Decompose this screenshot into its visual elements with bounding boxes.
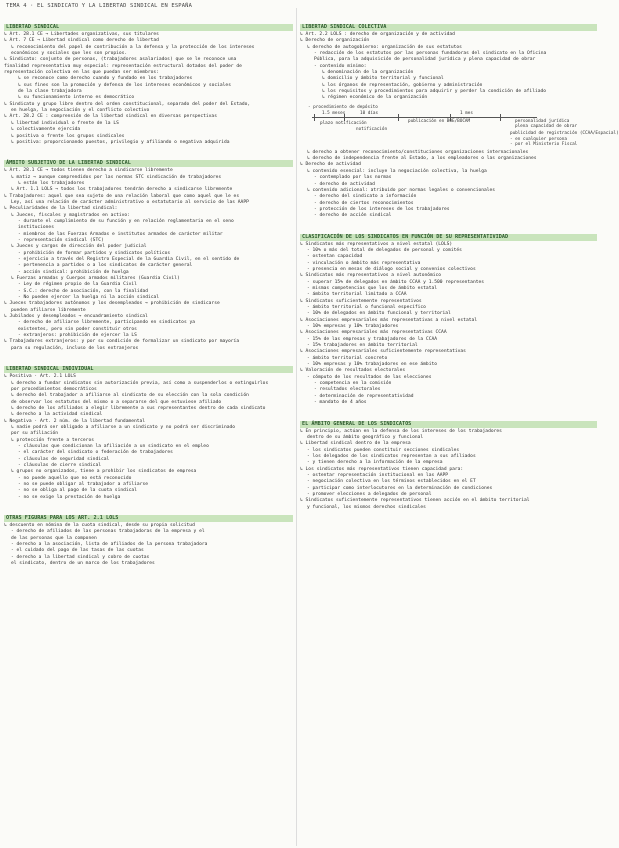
note-line: de la clase trabajadora (18, 89, 82, 95)
section-heading: EL ÁMBITO GENERAL DE LOS SINDICATOS (300, 421, 597, 428)
note-line: ↳ Asociaciones empresariales más representativas a nivel estatal (300, 317, 478, 323)
note-section (4, 13, 293, 146)
note-line: ↳ protección frente a terceros (11, 437, 94, 443)
note-line: - ostentar representación institucional en las AAPP (307, 472, 449, 478)
note-line: representación colectiva en las que puedan ser miembros: (4, 70, 159, 76)
note-line: - derecho a la libertad sindical y cobro de cuotas (11, 554, 150, 560)
note-line: - 10% de delegados en ámbito funcional y territorial (307, 311, 451, 317)
note-line: ↳ descuento en nómina de la cuota sindical, desde su propia solicitud (4, 523, 195, 529)
note-line: finalidad representativa muy especial: representación estructural dotados del poder de (4, 63, 242, 69)
note-line: - derecho de acción sindical (314, 213, 392, 219)
note-line: ↳ derecho a fundar sindicatos sin autorización previa, así como a suspenderlos o extinguirlos (11, 380, 269, 386)
note-line: - el cuidado del pago de las tasas de las cuotas (11, 548, 144, 554)
section-heading: LIBERTAD SINDICAL COLECTIVA (300, 24, 597, 31)
note-line: - derecho de ciertos reconocimientos (314, 200, 414, 206)
note-line: por su afiliación (11, 431, 59, 437)
note-line: ↳ Art. 2.2 LOLS : derecho de organización y de actividad (300, 32, 455, 37)
note-line: ↳ Asociaciones empresariales más representativas CCAA (300, 330, 447, 336)
note-line: ↳ Jueces, fiscales y magistrados en activo: (11, 212, 130, 218)
note-section (4, 504, 293, 567)
note-line: - el carácter del sindicato o federación de trabajadores (18, 450, 173, 456)
note-line: - no se puede obligar al trabajador a afiliarse (18, 482, 148, 487)
note-line: - no se obliga al pago de la cuota sindical (18, 488, 137, 494)
note-line: - derecho a la asociación, lista de afiliados de la persona trabajadora (11, 542, 208, 548)
timeline-tick (314, 114, 315, 121)
note-line: - determinación de representatividad (314, 393, 414, 399)
note-line: ↳ Trabajadores extranjeros: y por su condición de formalizar un sindicato por mayoría (4, 339, 240, 345)
note-line: ↳ régimen económico de la organización (322, 95, 428, 101)
note-line: - ámbito territorial concreto (307, 355, 388, 361)
note-line: ↳ Valoración de resultados electorales (300, 368, 406, 374)
note-line: ↳ Sindicatos suficientemente representativos tienen acción en el ámbito territorial (300, 498, 530, 504)
note-line: ↳ Derecho de organización (300, 38, 370, 44)
diagram-result: - en cualquier persona (510, 136, 567, 142)
note-line: - 10% o más del total de delegados de personal y comités (307, 247, 462, 253)
note-line: ↳ En principio, actúan en la defensa de los intereses de los trabajadores (300, 428, 502, 434)
note-line: ↳ Sindicatos más representativos a nivel autonómico (300, 273, 442, 279)
note-line: - mismas competencias que los de ámbito estatal (307, 285, 437, 291)
note-line: - ejercicio a través del Registro Especial de la Guardia Civil, en el sentido de (18, 257, 240, 262)
note-line: ↳ Derecho de actividad (300, 162, 361, 168)
note-line: - 15% trabajadores en ámbito territorial (307, 343, 418, 349)
note-line: ↳ Jueces y cargos de dirección del poder judicial (11, 244, 147, 250)
note-line: - superar 15% de delegados en ámbito CCAA y 1.500 representantes (307, 279, 485, 285)
column-divider (296, 8, 297, 846)
note-line: ↳ contenido adicional: atribuido por normas legales o convencionales (307, 187, 496, 193)
diagram-top-label: - procedimiento de depósito (308, 104, 378, 110)
note-line: en huelga, la negociación y el conflicto colectivo (11, 108, 150, 114)
note-line: ↳ Art. 7 CE → Libertad sindical como derecho de libertad (4, 38, 159, 44)
note-line: ↳ los órganos de representación, gobierno y administración (322, 82, 483, 88)
note-line: pueden afiliarse libremente (11, 307, 86, 313)
note-line: - derecho de afiliados de las personas trabajadoras de la empresa y el (11, 529, 205, 535)
deposit-timeline-diagram (300, 104, 619, 147)
note-line: ↳ matiz → aunque comprendidos por las normas STC sindicación de trabajadores (11, 174, 222, 180)
note-line: ↳ Art. 28.1 CE → Libertades organizativas, sus titulares (4, 32, 159, 37)
page-title: TEMA 4 · EL SINDICATO Y LA LIBERTAD SINDICAL EN ESPAÑA (6, 3, 193, 9)
note-line: ↳ Art. 28.1 CE → todos tienen derecho a sindicarse libremente (4, 168, 173, 174)
note-line: ↳ contenido esencial: incluye la negociación colectiva, la huelga (307, 168, 487, 174)
note-line: - durante el cumplimiento de su función y en relación reglamentaria en el seno (18, 218, 234, 224)
note-line: ↳ Sindicatos más representativos a nivel estatal (LOLS) (300, 241, 453, 247)
note-line: el sindicato, dentro de un marco de los trabajadores (11, 561, 155, 567)
note-line: ↳ Negativa · Art. 2 núm. de la libertad fundamental (4, 418, 146, 424)
note-line: ↳ grupos no organizados, tiene a prohibir los sindicatos de empresa (11, 469, 197, 475)
note-line: ↳ derecho a la actividad sindical (11, 412, 103, 418)
diagram-result: publicidad de registración (CCAA/Espacial) (510, 130, 619, 136)
note-line: - Ley de régimen propio de la Guardia Civil (18, 282, 137, 288)
note-line: - y tienen derecho a la información de la empresa (307, 460, 443, 466)
note-line: ↳ Art. 28.2 CE : comprensión de la libertad sindical en diversas perspectivas (4, 114, 217, 120)
note-line: - derecho del sindicato a información (314, 194, 417, 200)
note-line: - acción sindical: prohibición de huelga (18, 269, 129, 275)
note-line: de observar los estatutos del mismo o a separarse del que estuviese afiliado (11, 399, 222, 405)
timeline-label: 1 mes (460, 110, 473, 116)
note-line: ↳ Positiva · Art. 2.1 LOLS (4, 374, 76, 380)
note-line: ↳ derecho de autogobierno: organización de sus estatutos (307, 44, 462, 50)
right-column (300, 10, 619, 512)
note-line: - extranjeros: prohibición de ejercer la LS (18, 333, 137, 339)
note-line: - cómputo de los resultados de las elecciones (307, 374, 432, 380)
note-line: - los delegados de los sindicatos representan a sus afiliados (307, 453, 476, 459)
note-line: - derecho de actividad (314, 181, 375, 187)
diagram-result: personalidad jurídica (515, 118, 570, 124)
note-line: - contemplado por las normas (314, 175, 392, 181)
section-heading: LIBERTAD SINDICAL (4, 24, 293, 31)
note-line: ↳ los requisitos y procedimientos para adquirir y perder la condición de afiliado (322, 89, 547, 95)
note-section (300, 150, 597, 220)
note-line: - cláusulas de seguridad sindical (18, 456, 110, 462)
note-line: - ostentan capacidad (307, 254, 363, 260)
note-line: instituciones (18, 225, 54, 231)
note-section (4, 149, 293, 352)
note-line: - representación sindical (STC) (18, 237, 104, 243)
note-line: - competencia en la comisión (314, 381, 392, 387)
note-line: de las personas que la componen (11, 535, 97, 541)
section-heading: ÁMBITO SUBJETIVO DE LA LIBERTAD SINDICAL (4, 160, 293, 167)
note-line: y funcional, los mismos derechos sindicales (307, 504, 426, 510)
note-line: ↳ derecho de independencia frente al Estado, a los empleadores o las organizaciones (307, 156, 537, 162)
note-line: ↳ derecho a obtener reconocimiento/constituciones organizaciones internacionales (307, 149, 529, 155)
note-line: ↳ nadie podrá ser obligado a afiliarse a un sindicato y no podrá ser discriminado (11, 424, 236, 430)
note-line: - los sindicatos pueden constituir secciones sindicales (307, 447, 460, 453)
note-line: ↳ reconocimiento del papel de contribución a la defensa y la protección de los intereses (11, 44, 255, 50)
note-line: - No pueden ejercer la huelga ni la acción sindical (18, 295, 160, 301)
note-line: ↳ domicilio y ámbito territorial y funcional (322, 76, 444, 82)
note-line: - miembros de las Fuerzas Armadas e institutos armados de carácter militar (18, 231, 223, 237)
timeline-label: 10 días (360, 110, 379, 116)
section-heading: CLASIFICACIÓN DE LOS SINDICATOS EN FUNCIÓN DE SU REPRESENTATIVIDAD (300, 234, 597, 241)
note-line: - derecho de afiliarse libremente, participando en sindicatos ya (18, 320, 196, 326)
note-line: ↳ su funcionamiento interno es democrático (18, 95, 135, 101)
note-line: ↳ sus fines son la promoción y defensa de los intereses económicos y sociales (18, 82, 231, 88)
note-line: ↳ Los sindicatos más representativos tienen capacidad para: (300, 466, 464, 472)
note-line: - presencia en mesas de diálogo social y convenios colectivos (307, 266, 476, 272)
note-line: - protección de los intereses de los trabajadores (314, 206, 450, 212)
note-line: - 10% empresas y 10% trabajadores en ese ámbito (307, 362, 437, 368)
note-line: ↳ Fuerzas armadas y Cuerpos armados militares (Guardia Civil) (11, 276, 180, 282)
note-line: por procedimientos democráticos (11, 386, 97, 392)
note-line: - cláusulas que condicionan la afiliación a un sindicato en el empleo (18, 443, 209, 449)
timeline-tick (500, 114, 501, 121)
note-line: existentes, pero sin poder constituir otros (18, 326, 137, 332)
note-line: - negociación colectiva en los términos establecidos en el ET (307, 479, 476, 485)
note-section (300, 13, 597, 102)
note-line: ↳ denominación de la organización (322, 70, 414, 76)
note-line: ↳ Asociaciones empresariales suficientemente representativas (300, 349, 466, 355)
note-line: ↳ se reconoce como derecho cuando y fundado en los trabajadores (18, 76, 193, 82)
note-line: - prohibición de formar partidos y sindicatos políticos (18, 250, 171, 256)
timeline-label: 1.5 meses (322, 110, 346, 116)
note-line: ↳ Art. 1.1 LOLS → todos los trabajadores tendrán derecho a sindicarse libremente (11, 187, 233, 193)
section-heading: LIBERTAD SINDICAL INDIVIDUAL (4, 366, 293, 373)
note-line: ↳ Sindicato y grupo libre dentro del orden constitucional, separado del poder del Estado, (4, 101, 251, 107)
diagram-result: - por el Ministerio Fiscal (510, 141, 578, 147)
timeline-label: notificación (356, 126, 388, 132)
note-line: - 15% de las empresas y trabajadores de la CCAA (307, 336, 437, 342)
note-section (300, 410, 597, 511)
note-line: - S.C.: derecho de asociación, con la finalidad (18, 288, 148, 294)
timeline-label: publicación en BOE/BOCAM (408, 118, 471, 124)
note-line: ↳ Trabajadores: aquel que sea sujeto de una relación laboral que como aquel que le es (4, 193, 240, 199)
note-line: ↳ positiva: proporcionando puestos, privilegio y afiliando o negativa adquirida (11, 139, 230, 145)
timeline-tick (398, 114, 399, 121)
note-line: - no se exige la prestación de huelga (18, 494, 121, 500)
note-line: ↳ positiva o frente los grupos sindicales (11, 133, 125, 139)
note-line: - ámbito territorial o funcional específico (307, 305, 426, 310)
note-line: dentro de su ámbito geográfico y funcional (307, 434, 424, 440)
note-line: ↳ Peculiaridades de la libertad sindical: (4, 206, 118, 212)
note-line: ↳ Jubilados y desempleados → encuadramiento sindical (4, 314, 148, 320)
timeline-label: plazo notificación (320, 120, 367, 126)
note-line: - mandato de 4 años (314, 400, 367, 406)
note-line: ↳ Libertad sindical dentro de la empresa (300, 441, 411, 447)
note-line: - ámbito territorial limitado a CCAA (307, 292, 407, 298)
note-line: - pertenencia a partidos o a los sindicatos de carácter general (18, 263, 193, 269)
note-line: para su regulación, incluso de los extranjeros (11, 345, 139, 351)
note-line: - no puede aquello que no está reconocido (18, 475, 132, 481)
note-line: económicos y sociales que les son propios. (11, 51, 128, 57)
note-line: ↳ colectivamente ejercida (11, 127, 81, 133)
note-line: - 10% empresas y 10% trabajadores (307, 324, 399, 330)
note-line: Pública, para la adquisición de personalidad jurídica y plena capacidad de obrar (314, 57, 536, 63)
note-line: - resultados electorales (314, 387, 381, 393)
diagram-result: plena capacidad de obrar (515, 123, 578, 129)
note-section (300, 223, 597, 407)
note-line: ↳ Jueces trabajadores autónomos y los desempleados → prohibición de sindicarse (4, 301, 220, 307)
note-line: ↳ Sindicato: conjunto de personas, (trabajadores asalariados) que se le reconoce una (4, 57, 237, 63)
note-line: - redacción de los estatutos por las personas fundadoras del sindicato en la Oficina (314, 51, 547, 57)
note-line: ↳ libertad individual o frente de la LS (11, 120, 119, 126)
left-column (4, 10, 293, 568)
section-heading: OTRAS FIGURAS PARA LOS ART. 2.1 LOLS (4, 515, 293, 522)
note-line: - participar como interlocutores en la determinación de condiciones (307, 485, 493, 491)
note-line: - promover elecciones a delegados de personal (307, 491, 432, 497)
timeline-axis (312, 117, 537, 118)
note-line: Ley, así una relación de carácter administrativo o estatutario al servicio de las AAPP (11, 199, 249, 205)
note-section (300, 104, 619, 147)
note-line: ↳ derecho de los afiliados a elegir libremente a sus representantes dentro de cada sindicato (11, 405, 266, 411)
note-section (4, 355, 293, 501)
note-line: - cláusulas de cierre sindical (18, 462, 101, 468)
note-line: - contenido mínimo: (314, 63, 367, 69)
note-line: - vinculación o ámbito más representativa (307, 260, 421, 266)
note-line: ↳ Sindicatos suficientemente representativos (300, 298, 422, 304)
note-line: ↳ derecho del trabajador a afiliarse al sindicato de su elección con la sola condición (11, 393, 249, 399)
note-line: ↳ están los trabajadores (18, 180, 85, 186)
